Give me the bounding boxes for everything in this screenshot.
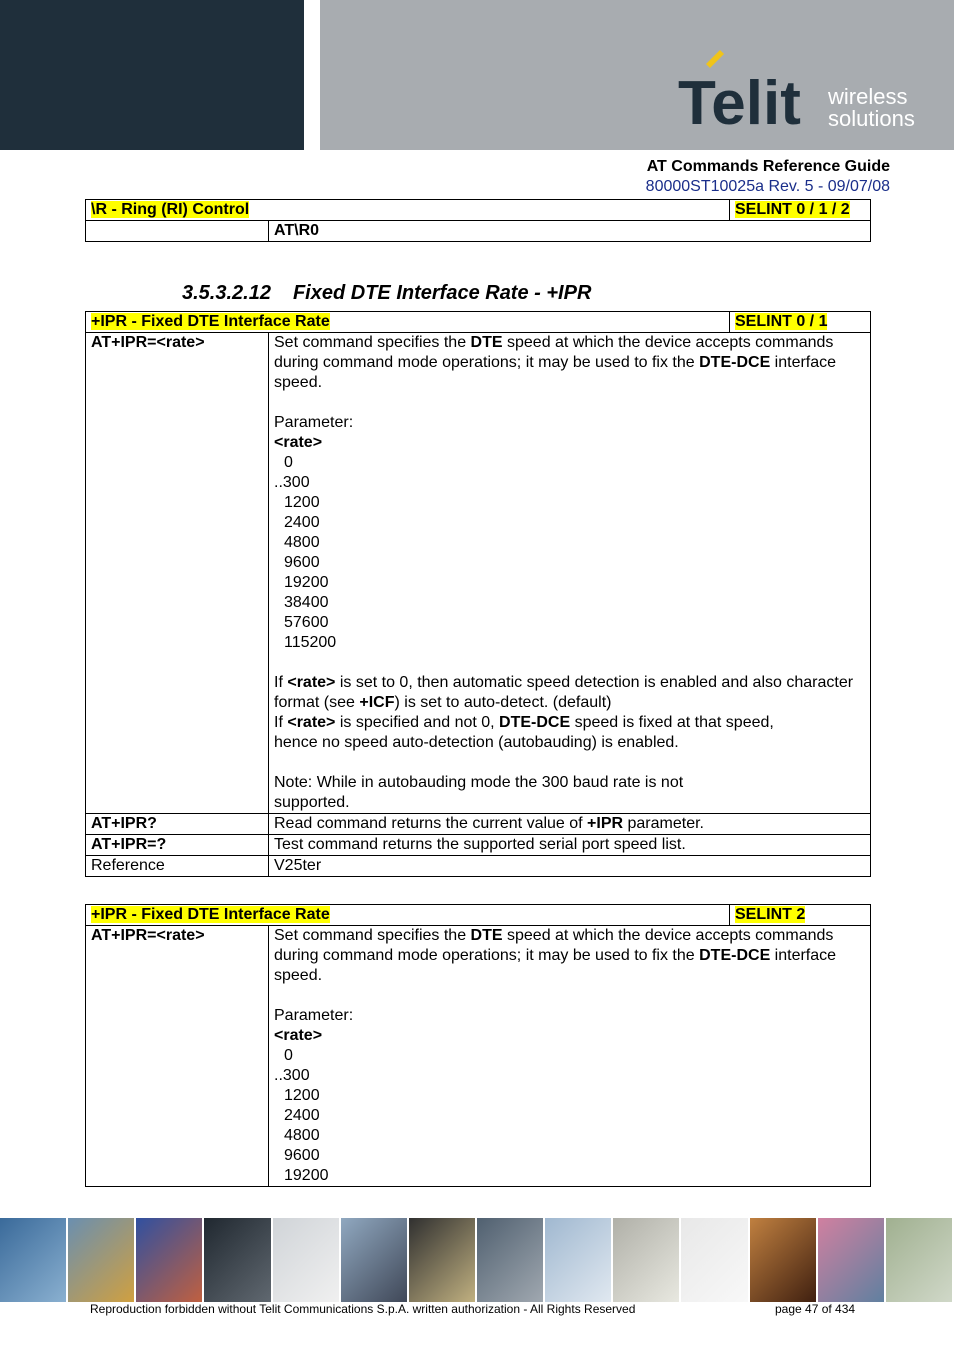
footer-photo: [477, 1218, 543, 1302]
rate-value: 2400: [284, 514, 320, 531]
table-title-cell: [86, 905, 730, 926]
footer-photo: [273, 1218, 339, 1302]
read-command: AT+IPR?: [86, 814, 269, 835]
table-title-cell: [86, 312, 730, 333]
footer-photo: [545, 1218, 611, 1302]
doc-revision: 80000ST10025a Rev. 5 - 09/07/08: [645, 178, 890, 195]
table-title: +IPR - Fixed DTE Interface Rate: [91, 906, 330, 923]
footer-photo: [613, 1218, 679, 1302]
rate-value: 19200: [284, 574, 329, 591]
autobaud-note: Note: While in autobauding mode the 300 baud rate is not supported.: [274, 774, 684, 811]
table-ipr-selint2: [85, 904, 871, 1187]
set-command: AT+IPR=<rate>: [86, 333, 269, 814]
table-ipr-selint01: [85, 311, 871, 877]
parameter-label: Parameter:: [274, 414, 354, 431]
set-command: AT+IPR=<rate>: [86, 926, 269, 1187]
table-title-cell: [86, 200, 730, 221]
reference-label: Reference: [86, 856, 269, 877]
rate-value: 115200: [284, 634, 337, 651]
rate-value: 9600: [284, 1147, 320, 1164]
rate-value: 4800: [284, 1127, 320, 1144]
rate-value: 2400: [284, 1107, 320, 1124]
test-command: AT+IPR=?: [86, 835, 269, 856]
rate-value: ..300: [274, 474, 310, 491]
rate-value: 0: [284, 1047, 293, 1064]
telit-logo: [676, 46, 936, 136]
footer-photo: [681, 1218, 747, 1302]
footer-photo: [341, 1218, 407, 1302]
rate-value: 1200: [284, 494, 320, 511]
set-description: [269, 333, 871, 814]
footer-photo: [0, 1218, 66, 1302]
rate-value: 4800: [284, 534, 320, 551]
command-cell: AT\R0: [269, 221, 871, 242]
footer-photo-strip: [0, 1218, 954, 1302]
footer-copyright: Reproduction forbidden without Telit Communications S.p.A. written authorization - All Rights Reserved: [90, 1302, 636, 1316]
parameter-name: <rate>: [274, 1027, 323, 1044]
parameter-label: Parameter:: [274, 1007, 354, 1024]
rate-value: 38400: [284, 594, 329, 611]
logo-tagline-2: solutions: [828, 106, 915, 131]
rate-value: 0: [284, 454, 293, 471]
doc-title: AT Commands Reference Guide: [646, 158, 890, 175]
header-dark-panel: [0, 0, 304, 150]
table-ring-control: [85, 199, 871, 242]
selint-cell: [730, 312, 871, 333]
table-title: +IPR - Fixed DTE Interface Rate: [91, 313, 330, 330]
test-description: Test command returns the supported serial port speed list.: [269, 835, 871, 856]
selint-cell: [730, 200, 871, 221]
rate-value: ..300: [274, 1067, 310, 1084]
footer-photo: [136, 1218, 202, 1302]
empty-cell: [86, 221, 269, 242]
rate-value: 1200: [284, 1087, 320, 1104]
selint-cell: [730, 905, 871, 926]
section-heading: [182, 282, 591, 305]
footer-page-number: page 47 of 434: [775, 1302, 856, 1316]
selint-badge: SELINT 0 / 1 / 2: [735, 201, 850, 218]
logo-tagline-1: wireless: [828, 84, 908, 109]
footer-photo: [204, 1218, 270, 1302]
parameter-name: <rate>: [274, 434, 323, 451]
section-title: Fixed DTE Interface Rate - +IPR: [292, 282, 592, 304]
fixed-speed-note: If <rate> is specified and not 0, DTE-DCE speed is fixed at that speed, hence no speed auto-detection (autobauding) is enabled.: [274, 714, 774, 751]
footer-photo: [409, 1218, 475, 1302]
rate-value: 19200: [284, 1167, 329, 1184]
set-description: [269, 926, 871, 1187]
selint-badge: SELINT 2: [735, 906, 806, 923]
rate-value: 9600: [284, 554, 320, 571]
footer-photo: [750, 1218, 816, 1302]
rate-value: 57600: [284, 614, 329, 631]
autodetect-note: If <rate> is set to 0, then automatic speed detection is enabled and also character format (see +ICF) is set to auto-detect. (default): [274, 674, 854, 711]
selint-badge: SELINT 0 / 1: [735, 313, 828, 330]
reference-value: V25ter: [269, 856, 871, 877]
section-number: 3.5.3.2.12: [182, 282, 271, 304]
footer-photo: [818, 1218, 884, 1302]
table-title: \R - Ring (RI) Control: [91, 201, 250, 218]
footer-photo: [886, 1218, 952, 1302]
set-intro: Set command specifies the DTE speed at which the device accepts commands during command mode operations; it may be used to fix the DTE-DCE interface speed.: [274, 927, 837, 984]
logo-word: Telit: [678, 69, 801, 136]
set-intro: Set command specifies the DTE speed at which the device accepts commands during command mode operations; it may be used to fix the DTE-DCE interface speed.: [274, 334, 837, 391]
footer-photo: [68, 1218, 134, 1302]
read-description: Read command returns the current value of +IPR parameter.: [269, 814, 871, 835]
